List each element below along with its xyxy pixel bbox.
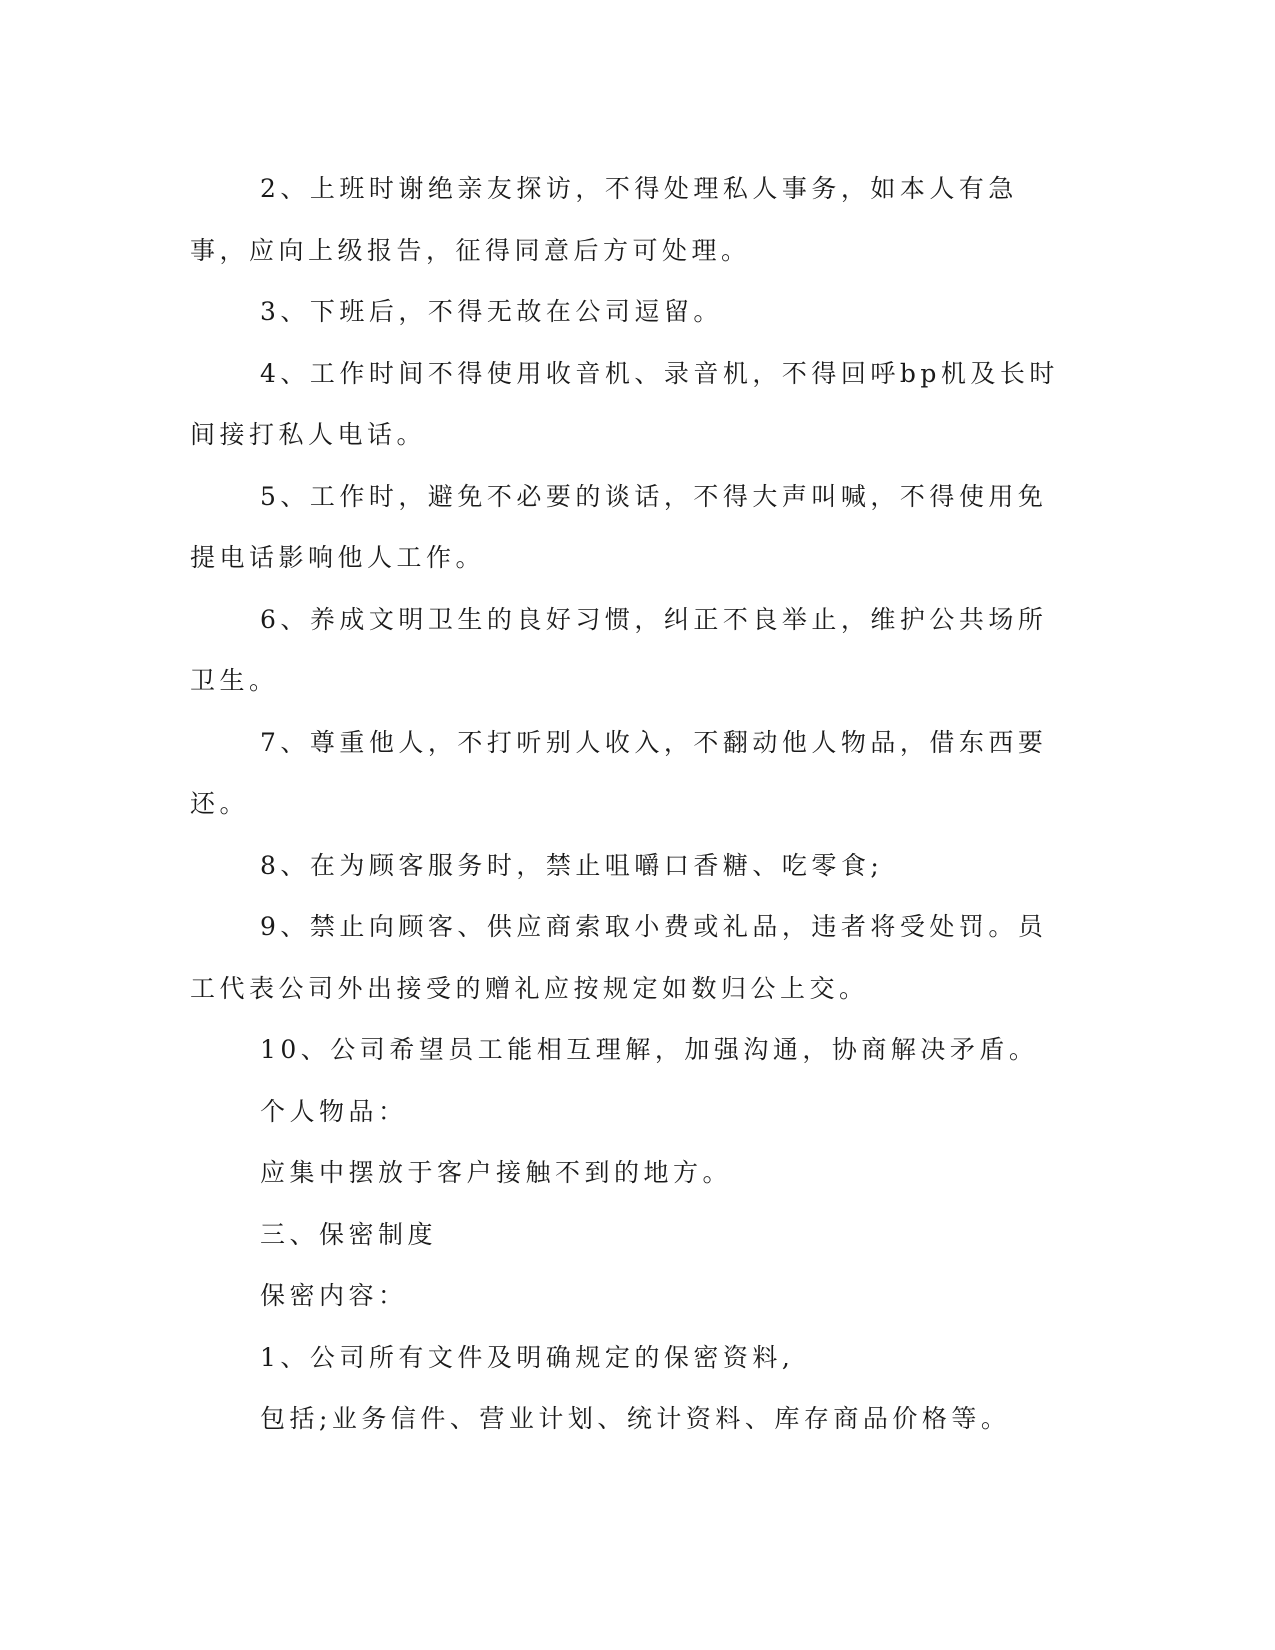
document-body [190, 158, 1070, 1450]
paragraph-rule-2: 2、上班时谢绝亲友探访，不得处理私人事务，如本人有急事，应向上级报告，征得同意后方可处理。 [190, 174, 1018, 265]
paragraph-rule-4: 4、工作时间不得使用收音机、录音机，不得回呼bp机及长时间接打私人电话。 [190, 358, 1059, 449]
paragraph-personal-items-text: 应集中摆放于客户接触不到的地方。 [260, 1158, 733, 1187]
paragraph-rule-8: 8、在为顾客服务时，禁止咀嚼口香糖、吃零食; [260, 850, 884, 880]
paragraph-rule-10: 10、公司希望员工能相互理解，加强沟通，协商解决矛盾。 [260, 1035, 1039, 1064]
paragraph-rule-7: 7、尊重他人，不打听别人收入，不翻动他人物品，借东西要还。 [190, 727, 1048, 818]
paragraph-rule-6: 6、养成文明卫生的良好习惯，纠正不良举止，维护公共场所卫生。 [190, 604, 1048, 695]
paragraph-rule-3: 3、下班后，不得无故在公司逗留。 [260, 297, 723, 326]
paragraph-confidential-item-1: 1、公司所有文件及明确规定的保密资料, [260, 1342, 795, 1372]
paragraph-confidential-content-heading: 保密内容： [260, 1281, 408, 1310]
paragraph-rule-5: 5、工作时，避免不必要的谈话，不得大声叫喊，不得使用免提电话影响他人工作。 [190, 481, 1048, 572]
paragraph-personal-items-heading: 个人物品： [260, 1096, 408, 1126]
paragraph-rule-9: 9、禁止向顾客、供应商索取小费或礼品，违者将受处罚。员工代表公司外出接受的赠礼应按规定如数归公上交。 [190, 912, 1048, 1003]
paragraph-confidential-item-1-detail: 包括;业务信件、营业计划、统计资料、库存商品价格等。 [260, 1404, 1011, 1433]
section-heading-confidentiality: 三、保密制度 [260, 1219, 438, 1249]
